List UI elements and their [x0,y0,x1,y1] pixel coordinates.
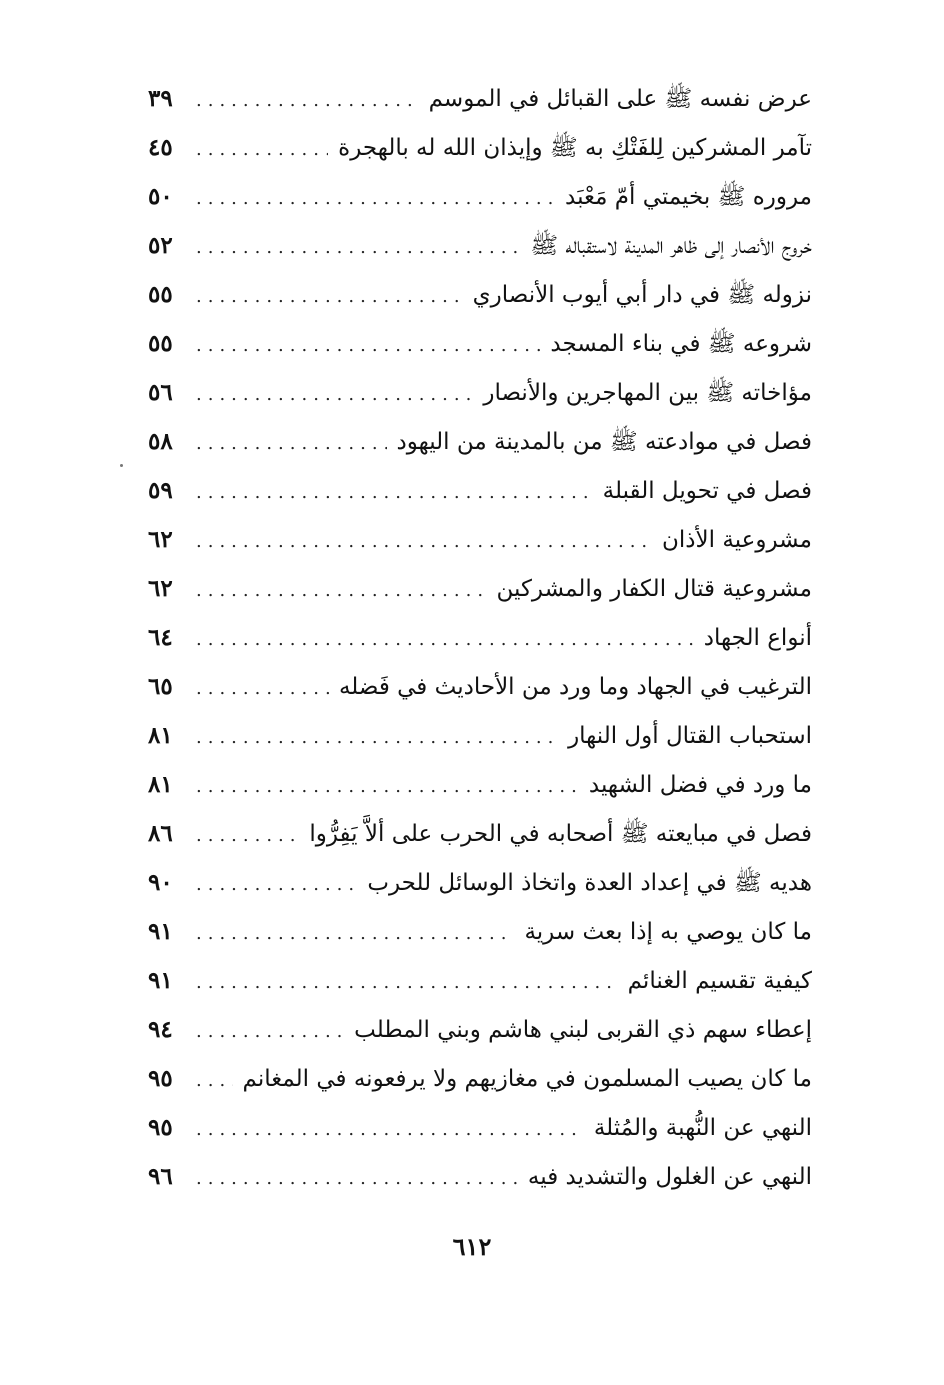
toc-entry-page: ٦٤ [148,624,173,651]
toc-leader-dots [196,664,329,713]
scan-speck [120,464,123,467]
toc-entry-title: فصل في موادعته ﷺ من بالمدينة من اليهود [396,429,812,455]
toc-leader-dots [196,370,473,419]
toc-entry-page: ٦٥ [148,673,173,700]
toc-entry [148,1005,812,1054]
toc-entry-title: ما ورد في فضل الشهيد [588,772,812,798]
toc-entry [148,613,812,662]
toc-entry [148,74,812,123]
toc-entry [148,172,812,221]
toc-entry-title: النهي عن الغلول والتشديد فيه [527,1164,812,1190]
toc-entry-title: فصل في تحويل القبلة [602,478,812,504]
toc-entry [148,123,812,172]
toc-leader-dots [196,713,558,762]
toc-entry [148,368,812,417]
toc-entry-page: ٩٥ [148,1065,173,1092]
toc-entry [148,711,812,760]
toc-entry-page: ٩٤ [148,1016,173,1043]
toc-entry-title: ما كان يوصي به إذا بعث سرية [524,919,812,945]
toc-entry [148,809,812,858]
toc-leader-dots [196,76,419,125]
toc-entry-page: ٩٦ [148,1163,173,1190]
toc-leader-dots [196,517,652,566]
toc-leader-dots [196,272,463,321]
toc-entry [148,270,812,319]
toc-entry-page: ٥٢ [148,232,173,259]
toc-entry-title: نزوله ﷺ في دار أبي أيوب الأنصاري [472,282,812,308]
toc-entry [148,564,812,613]
toc-entry-title: كيفية تقسيم الغنائم [627,968,812,994]
toc-entry [148,662,812,711]
toc-entry-title: عرض نفسه ﷺ على القبائل في الموسم [428,86,812,112]
toc-entry-title: مشروعية الأذان [662,527,812,553]
toc-entry-page: ٩٠ [148,869,173,896]
toc-entry-title: خروج الأنصار إلى ظاهر المدينة لاستقباله ﷺ [530,233,812,259]
toc-entry-title: تآمر المشركين لِلفَتْكِ به ﷺ وإيذان الله له بالهجرة [338,135,812,161]
toc-entry-title: شروعه ﷺ في بناء المسجد [550,331,812,357]
toc-leader-dots [196,321,540,370]
toc-entry-page: ٨١ [148,722,173,749]
toc-leader-dots [196,1056,233,1105]
toc-entry [148,417,812,466]
toc-leader-dots [196,762,579,811]
toc-entry-title: الترغيب في الجهاد وما ورد من الأحاديث في فَضله [338,674,812,700]
toc-entry-title: فصل في مبايعته ﷺ أصحابه في الحرب على ألاَّ يَفِرُّوا [309,821,812,847]
toc-entry-title: ما كان يصيب المسلمون في مغازيهم ولا يرفعونه في المغانم [242,1066,812,1092]
toc-entry [148,515,812,564]
toc-entry-page: ٩١ [148,967,173,994]
toc-leader-dots [196,1007,344,1056]
toc-entry-title: النهي عن النُّهبة والمُثلة [593,1115,812,1141]
toc-entry-page: ٥٠ [148,183,173,210]
toc-entry-title: مشروعية قتال الكفار والمشركين [496,576,812,602]
toc-entry-title: استحباب القتال أول النهار [568,723,812,749]
toc-entry [148,907,812,956]
toc-entry [148,760,812,809]
toc-entry-title: إعطاء سهم ذي القربى لبني هاشم وبني المطلب [354,1017,812,1043]
toc-entry-page: ٥٥ [148,281,173,308]
toc-entry-page: ٨١ [148,771,173,798]
page-number: ٦١٢ [452,1232,492,1261]
toc-entry-page: ٥٨ [148,428,173,455]
toc-leader-dots [196,811,299,860]
toc-entry [148,319,812,368]
toc-leader-dots [196,909,514,958]
toc-entry [148,1054,812,1103]
toc-entry-page: ٥٩ [148,477,173,504]
toc-leader-dots [196,223,520,272]
toc-entry-page: ٣٩ [148,85,173,112]
toc-entry [148,956,812,1005]
toc-leader-dots [196,615,694,664]
toc-leader-dots [196,419,387,468]
toc-entry [148,466,812,515]
toc-leader-dots [196,958,618,1007]
toc-entry [148,1103,812,1152]
toc-leader-dots [196,125,328,174]
toc-entry-page: ٥٥ [148,330,173,357]
toc-entry-page: ٦٢ [148,575,173,602]
toc-leader-dots [196,1154,518,1203]
toc-entry-title: أنواع الجهاد [703,625,812,651]
toc-leader-dots [196,174,555,223]
toc-leader-dots [196,566,487,615]
toc-entry-page: ٥٦ [148,379,173,406]
toc-leader-dots [196,1105,584,1154]
toc-entry-page: ٤٥ [148,134,173,161]
toc-entry-title: مروره ﷺ بخيمتي أمّ مَعْبَد [565,184,812,210]
table-of-contents [148,74,812,1201]
toc-entry-page: ٩١ [148,918,173,945]
toc-entry-page: ٩٥ [148,1114,173,1141]
toc-leader-dots [196,468,593,517]
toc-entry-page: ٦٢ [148,526,173,553]
toc-entry-title: مؤاخاته ﷺ بين المهاجرين والأنصار [483,380,812,406]
toc-entry-page: ٨٦ [148,820,173,847]
toc-entry-title: هديه ﷺ في إعداد العدة واتخاذ الوسائل للحرب [367,870,812,896]
toc-entry [148,858,812,907]
toc-leader-dots [196,860,357,909]
toc-entry [148,221,812,270]
toc-entry [148,1152,812,1201]
